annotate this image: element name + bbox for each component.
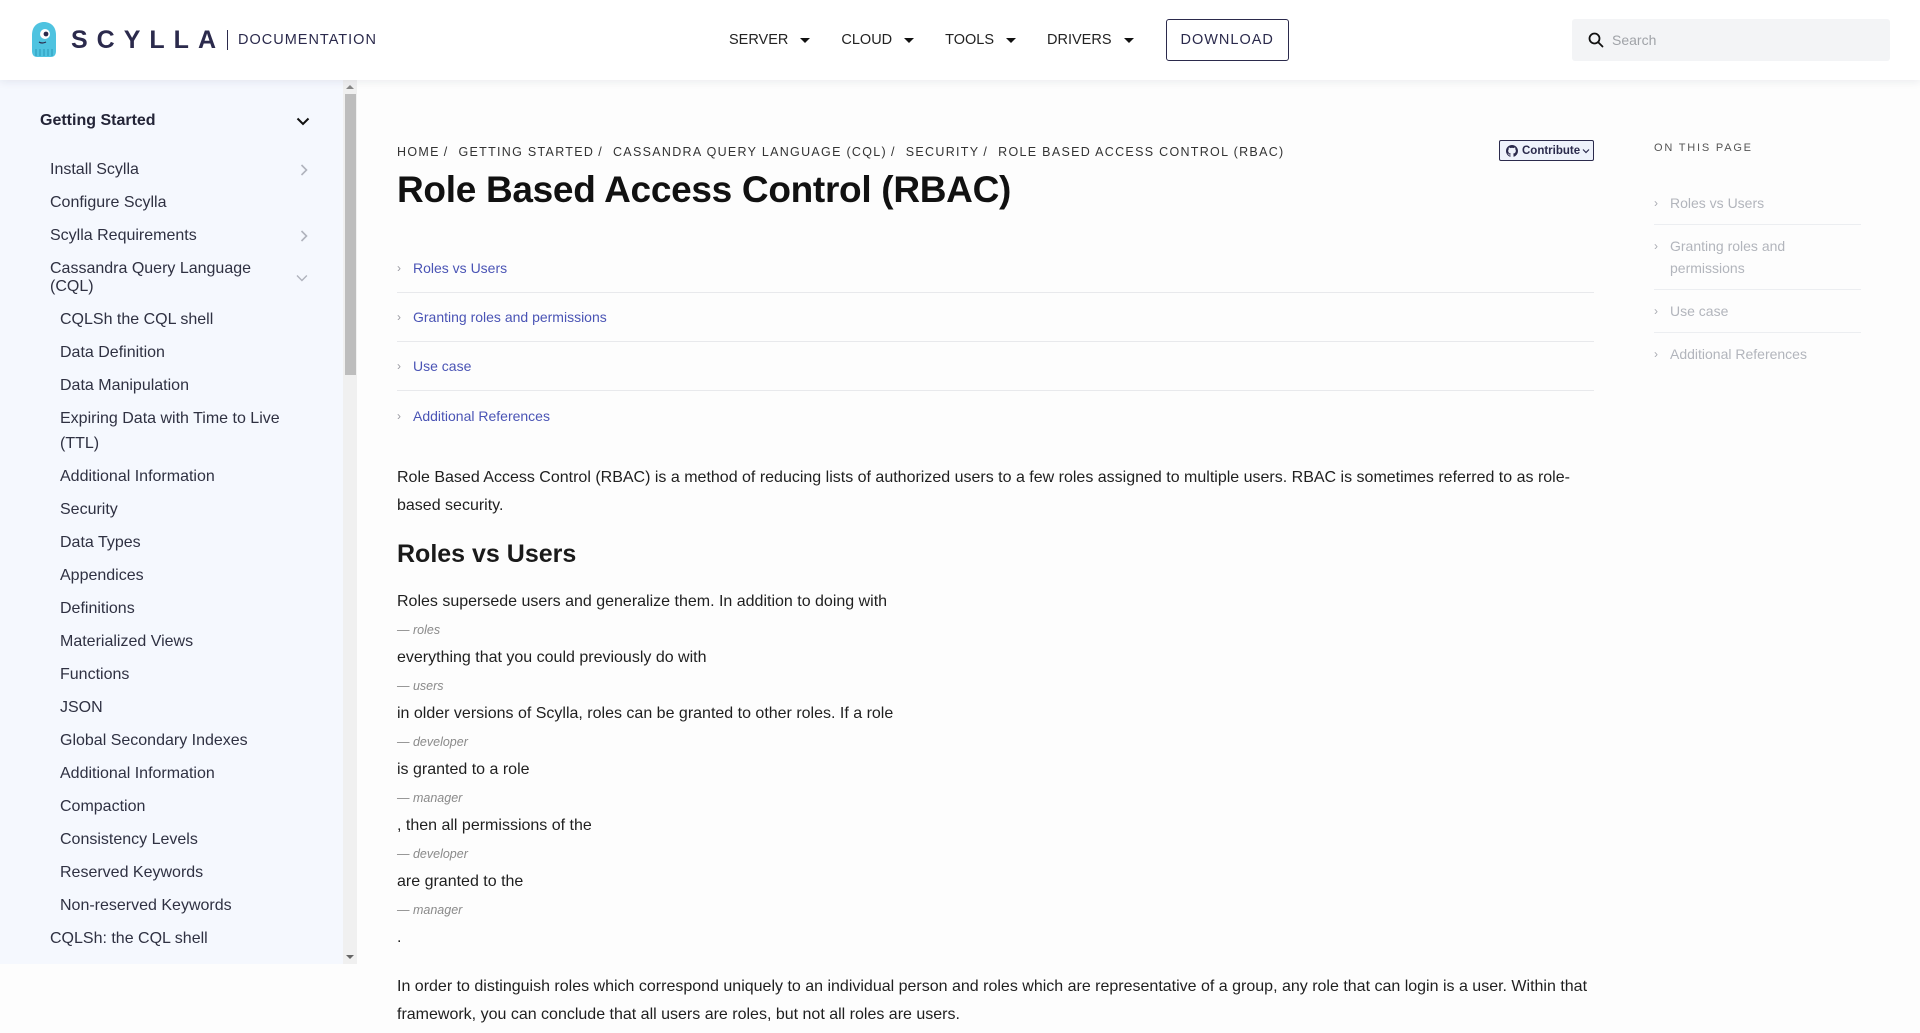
sidebar-item-scylla-requirements[interactable] (50, 227, 308, 245)
top-header (0, 0, 1920, 80)
sidebar-subitem-consistency-levels[interactable]: Consistency Levels (60, 831, 198, 848)
section-name: DOCUMENTATION (238, 32, 377, 48)
inline-toc (397, 244, 1594, 440)
caret-down-icon (800, 38, 810, 43)
breadcrumb-getting-started[interactable]: GETTING STARTED (458, 145, 595, 159)
chevron-right-icon: › (397, 310, 401, 324)
section-heading-roles-vs-users: Roles vs Users (397, 540, 577, 568)
sidebar-subitem-appendices[interactable]: Appendices (60, 567, 144, 584)
toc-link-label: Additional References (413, 407, 550, 424)
nav-label: DRIVERS (1047, 32, 1112, 48)
scroll-down-icon[interactable] (346, 955, 354, 959)
quote-attribution: — manager (397, 791, 463, 805)
download-button[interactable]: DOWNLOAD (1166, 19, 1289, 61)
sidebar-item-label: CQLSh: the CQL shell (50, 930, 208, 947)
scroll-up-icon[interactable] (346, 85, 354, 89)
sidebar-subitem-definitions[interactable]: Definitions (60, 600, 135, 617)
sidebar-item-cqlsh-shell[interactable] (50, 930, 308, 948)
contribute-button[interactable] (1499, 140, 1594, 161)
on-this-page-item[interactable]: › Additional References (1654, 333, 1861, 375)
toc-link-roles-vs-users[interactable] (397, 244, 1594, 293)
quote-attribution: — roles (397, 623, 441, 637)
chevron-down-icon[interactable] (296, 117, 310, 126)
caret-down-icon (1124, 38, 1134, 43)
toc-link-additional-references[interactable] (397, 391, 1594, 440)
sidebar-subitem-data-manipulation[interactable]: Data Manipulation (60, 377, 189, 394)
sidebar-subitem-json[interactable]: JSON (60, 699, 103, 716)
toc-link-label: Granting roles and permissions (413, 309, 607, 325)
toc-link-label: Use case (413, 358, 472, 374)
chevron-right-icon: › (1654, 196, 1658, 210)
chevron-right-icon: › (397, 261, 401, 275)
breadcrumb-security[interactable]: SECURITY (905, 145, 980, 159)
chevron-right-icon[interactable] (300, 164, 308, 176)
section-title: Getting Started (40, 112, 156, 129)
sidebar-item-label: Cassandra Query Language (CQL) (50, 260, 252, 295)
sidebar-subitem-cqlsh[interactable]: CQLSh the CQL shell (60, 311, 214, 328)
sidebar-subitem-reserved-keywords[interactable]: Reserved Keywords (60, 864, 204, 881)
github-icon (1506, 145, 1518, 157)
quote-line: are granted to the (397, 873, 524, 890)
chevron-down-icon[interactable] (296, 274, 308, 282)
chevron-right-icon: › (397, 408, 401, 423)
quote-attribution: — users (397, 679, 444, 693)
quote-line: is granted to a role (397, 761, 530, 778)
scylla-logo[interactable] (29, 21, 377, 59)
search-icon (1588, 32, 1604, 48)
sidebar-item-label: Install Scylla (50, 161, 139, 178)
sidebar-item-label: Configure Scylla (50, 194, 167, 211)
search-input[interactable] (1612, 32, 1872, 48)
chevron-right-icon: › (1654, 239, 1658, 253)
sidebar-item-install-scylla[interactable] (50, 161, 308, 179)
toc-link-use-case[interactable] (397, 342, 1594, 391)
chevron-down-icon (1582, 148, 1590, 154)
intro-paragraph: Role Based Access Control (RBAC) is a method of reducing lists of authorized users to a few roles assigned to multiple users. RBAC is sometimes referred to as role- based security. (397, 469, 1570, 514)
quote-attribution: — developer (397, 735, 468, 749)
breadcrumb-home[interactable]: HOME (397, 145, 440, 159)
sidebar-subitem-compaction[interactable]: Compaction (60, 798, 146, 815)
nav-tools[interactable] (945, 32, 1016, 48)
chevron-right-icon[interactable] (300, 230, 308, 242)
on-this-page-title: ON THIS PAGE (1654, 142, 1753, 154)
on-this-page-item[interactable]: › Roles vs Users (1654, 182, 1861, 225)
nav-server[interactable] (729, 32, 810, 48)
sidebar-subitem-data-definition[interactable]: Data Definition (60, 344, 165, 361)
caret-down-icon (1006, 38, 1016, 43)
chevron-right-icon: › (397, 359, 401, 373)
nav-drivers[interactable] (1047, 32, 1133, 48)
sidebar-subitem-functions[interactable]: Functions (60, 666, 130, 683)
on-this-page-nav (1654, 182, 1861, 375)
paragraph-2: In order to distinguish roles which correspond uniquely to an individual person and roles which are representative of a group, any role that can login is a user. Within that framework, you can conclude that all users are roles, but not all roles are users. (397, 978, 1588, 1023)
nav-label: CLOUD (841, 32, 893, 48)
sidebar-subitem-additional-information[interactable]: Additional Information (60, 468, 215, 485)
nav-label: TOOLS (945, 32, 995, 48)
sidebar-subitem-global-secondary-indexes[interactable]: Global Secondary Indexes (60, 732, 248, 749)
on-this-page-item[interactable]: › Use case (1654, 290, 1861, 333)
sidebar-subitem-additional-information-2[interactable]: Additional Information (60, 765, 215, 782)
quote-line: Roles supersede users and generalize them. In addition to doing with (397, 593, 888, 610)
breadcrumb: HOME / GETTING STARTED / CASSANDRA QUERY LANGUAGE (CQL) / SECURITY / ROLE BASED ACCESS CONTROL (RBAC) (397, 145, 1285, 159)
chevron-right-icon: › (1654, 347, 1658, 361)
toc-link-label: Roles vs Users (413, 260, 508, 276)
nav-label: SERVER (729, 32, 789, 48)
sidebar-subitem-data-types[interactable]: Data Types (60, 534, 141, 551)
sidebar-subitem-materialized-views[interactable]: Materialized Views (60, 633, 194, 650)
scrollbar-thumb[interactable] (345, 94, 356, 375)
contribute-label: Contribute (1522, 144, 1581, 157)
brand-name: SCYLLA (71, 25, 225, 54)
sidebar-subitem-security[interactable]: Security (60, 501, 118, 518)
sidebar-subitem-non-reserved-keywords[interactable]: Non-reserved Keywords (60, 897, 232, 914)
sidebar-scrollbar[interactable] (343, 80, 357, 964)
quote-attribution: — developer (397, 847, 468, 861)
nav-cloud[interactable] (841, 32, 914, 48)
quote-attribution: — manager (397, 903, 463, 917)
top-nav (729, 19, 1289, 61)
quote-line: , then all permissions of the (397, 817, 592, 834)
on-this-page-item[interactable]: › Granting roles and permissions (1654, 225, 1861, 290)
caret-down-icon (904, 38, 914, 43)
quote-line: in older versions of Scylla, roles can be granted to other roles. If a role (397, 705, 894, 722)
breadcrumb-current: ROLE BASED ACCESS CONTROL (RBAC) (998, 145, 1285, 159)
sidebar-subitem-ttl[interactable]: Expiring Data with Time to Live (TTL) (60, 410, 280, 452)
search-box[interactable] (1572, 19, 1890, 61)
logo-divider (227, 30, 228, 50)
scylla-mascot-icon (29, 21, 59, 59)
sidebar-item-configure-scylla[interactable] (50, 194, 308, 212)
quote-line: . (397, 929, 402, 946)
breadcrumb-cql[interactable]: CASSANDRA QUERY LANGUAGE (CQL) (612, 145, 887, 159)
sidebar-item-cql[interactable] (50, 260, 308, 296)
page-title: Role Based Access Control (RBAC) (397, 169, 1012, 210)
toc-link-granting-roles[interactable] (397, 293, 1594, 342)
sidebar-section-getting-started[interactable] (40, 112, 310, 130)
sidebar-item-label: Scylla Requirements (50, 227, 197, 244)
quote-line: everything that you could previously do with (397, 649, 707, 666)
chevron-right-icon: › (1654, 304, 1658, 318)
